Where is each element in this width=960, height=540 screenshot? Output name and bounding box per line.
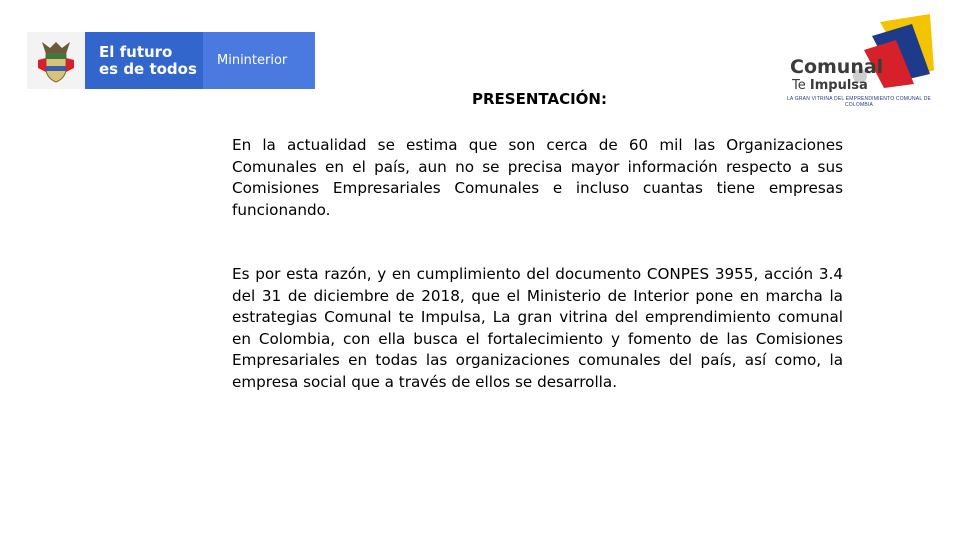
comunal-te-impulsa-logo [780,10,940,110]
slogan-box [85,32,203,89]
logo-title: Comunal [790,56,884,78]
slogan-line-2: es de todos [99,59,197,78]
colombia-crest-icon [36,38,76,84]
slogan-line-1: El futuro [99,42,173,61]
crest-container [27,32,85,89]
logo-impulsa: Impulsa [809,78,868,93]
paragraph-2: Es por esta razón, y en cumplimiento del documento CONPES 3955, acción 3.4 del 31 de diciembre de 2018, que el Ministerio de Interior pone en marcha la estrategias Comunal te Impulsa, La gran vitrina del emprendimiento comunal en Colombia, con ella busca el fortalecimiento y fomento de las Comisiones Empresariales en todas las organizaciones comunales del país, así como, la empresa social que a través de ellos se desarrolla. [232,265,843,391]
logo-te: Te [792,78,810,93]
logo-tagline: LA GRAN VITRINA DEL EMPRENDIMIENTO COMUNAL DE COLOMBIA [786,96,932,108]
paragraph-1: En la actualidad se estima que son cerca de 60 mil las Organizaciones Comunales en el país, aun no se precisa mayor información respecto a sus Comisiones Empresariales Comunales e incluso cuantas tiene empresas funcionando. [232,136,843,219]
government-banner [27,32,315,89]
ministry-label: Mininterior [203,32,315,89]
logo-subtitle [792,78,868,93]
page-title: PRESENTACIÓN: [472,90,607,108]
